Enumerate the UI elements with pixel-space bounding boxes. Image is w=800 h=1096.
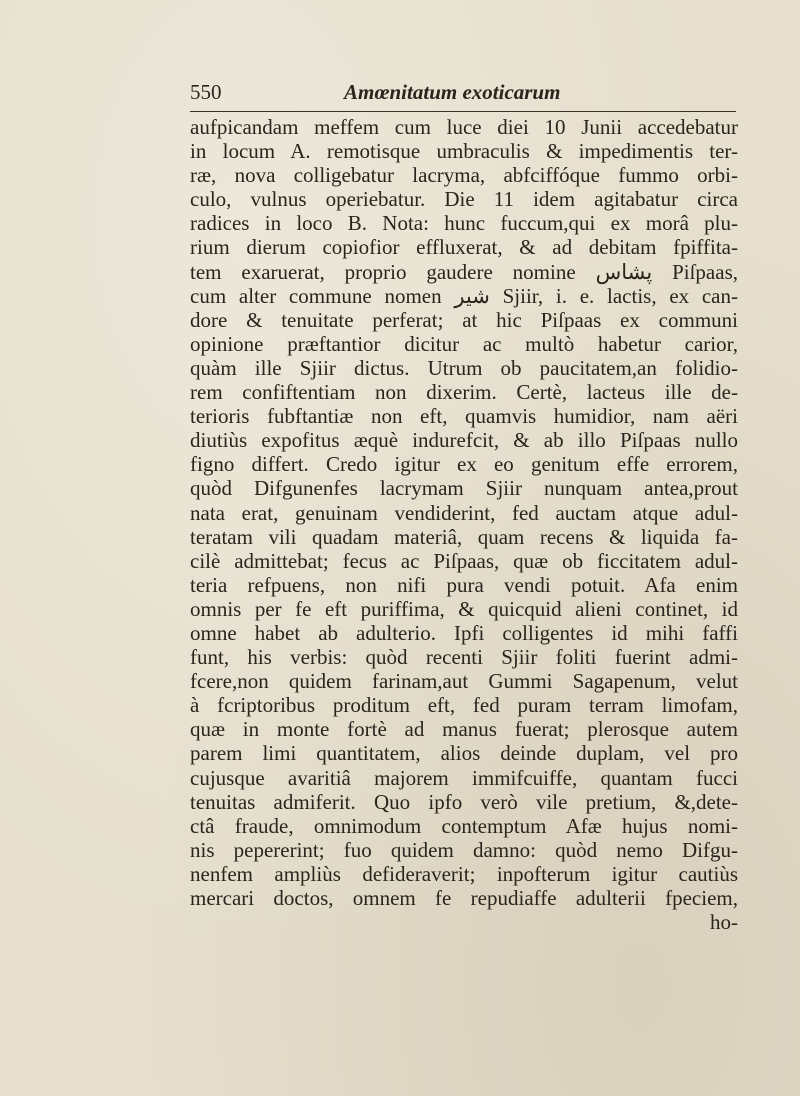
page-header xyxy=(190,80,736,114)
text-line: figno differt. Credo igitur ex eo genitum effe errorem, xyxy=(190,452,738,477)
text-line: diutiùs expofitus æquè indurefcit, & ab illo Piſpaas nullo xyxy=(190,428,738,453)
text-line: omne habet ab adulterio. Ipfi colligentes id mihi faffi xyxy=(190,620,738,645)
text-line: terioris fubftantiæ non eft, quamvis humidior, nam aëri xyxy=(190,404,738,429)
catchword: ho- xyxy=(710,910,738,935)
text-line: opinione præftantior dicitur ac multò habetur carior, xyxy=(190,331,738,356)
header-rule xyxy=(190,111,736,112)
body-text xyxy=(190,115,738,934)
text-line: ræ, nova colligebatur lacryma, abfciffóque fummo orbi- xyxy=(190,163,738,188)
text-line: rem confiftentiam non dixerim. Certè, lacteus ille de- xyxy=(190,380,738,405)
text-line: radices in loco B. Nota: hunc fuccum,qui ex morâ plu- xyxy=(190,211,738,236)
text-line: in locum A. remotisque umbraculis & impedimentis ter- xyxy=(190,139,738,164)
text-line: cum alter commune nomen شير Sjiir, i. e. lactis, ex can- xyxy=(190,283,738,308)
text-line: cilè admittebat; fecus ac Piſpaas, quæ ob ficcitatem adul- xyxy=(190,548,738,573)
text-line: quæ in monte fortè ad manus fuerat; plerosque autem xyxy=(190,717,738,742)
text-line: quòd Difgunenfes lacrymam Sjiir nunquam antea,prout xyxy=(190,476,738,501)
text-line: tenuitas admiferit. Quo ipfo verò vile pretium, &,dete- xyxy=(190,789,738,814)
text-line: omnis per fe eft puriffima, & quicquid alieni continet, id xyxy=(190,596,738,621)
text-line: quàm ille Sjiir dictus. Utrum ob paucitatem,an folidio- xyxy=(190,355,738,380)
text-line: funt, his verbis: quòd recenti Sjiir foliti fuerint admi- xyxy=(190,645,738,670)
text-line: nis pepererint; fuo quidem damno: quòd nemo Difgu- xyxy=(190,837,738,862)
running-title: Amœnitatum exoticarum xyxy=(344,80,561,104)
text-line: teria refpuens, non nifi pura vendi potuit. Afa enim xyxy=(190,572,738,597)
text-line: dore & tenuitate perferat; at hic Piſpaas ex communi xyxy=(190,307,738,332)
text-line: teratam vili quadam materiâ, quam recens & liquida fa- xyxy=(190,524,738,549)
text-line: tem exaruerat, proprio gaudere nomine پشاس Piſpaas, xyxy=(190,259,738,284)
text-line: mercari doctos, omnem fe repudiaffe adulterii fpeciem, xyxy=(190,886,738,910)
text-line: culo, vulnus operiebatur. Die 11 idem agitabatur circa xyxy=(190,187,738,212)
text-line: fcere,non quidem farinam,aut Gummi Sagapenum, velut xyxy=(190,669,738,694)
text-line: à fcriptoribus proditum eft, fed puram terram limofam, xyxy=(190,693,738,718)
text-line: rium dierum copiofior effluxerat, & ad debitam fpiffita- xyxy=(190,235,738,260)
text-line: ctâ fraude, omnimodum contemptum Afæ hujus nomi- xyxy=(190,813,738,838)
text-line: cujusque avaritiâ majorem immifcuiffe, quantam fucci xyxy=(190,765,738,790)
page-number: 550 xyxy=(190,80,222,104)
text-line: nata erat, genuinam vendiderint, fed auctam atque adul- xyxy=(190,500,738,525)
text-line: parem limi quantitatem, alios deinde duplam, vel pro xyxy=(190,741,738,766)
text-line: aufpicandam meffem cum luce diei 10 Junii accedebatur xyxy=(190,115,738,139)
text-line: nenfem ampliùs defideraverit; inpofterum igitur cautiùs xyxy=(190,861,738,886)
